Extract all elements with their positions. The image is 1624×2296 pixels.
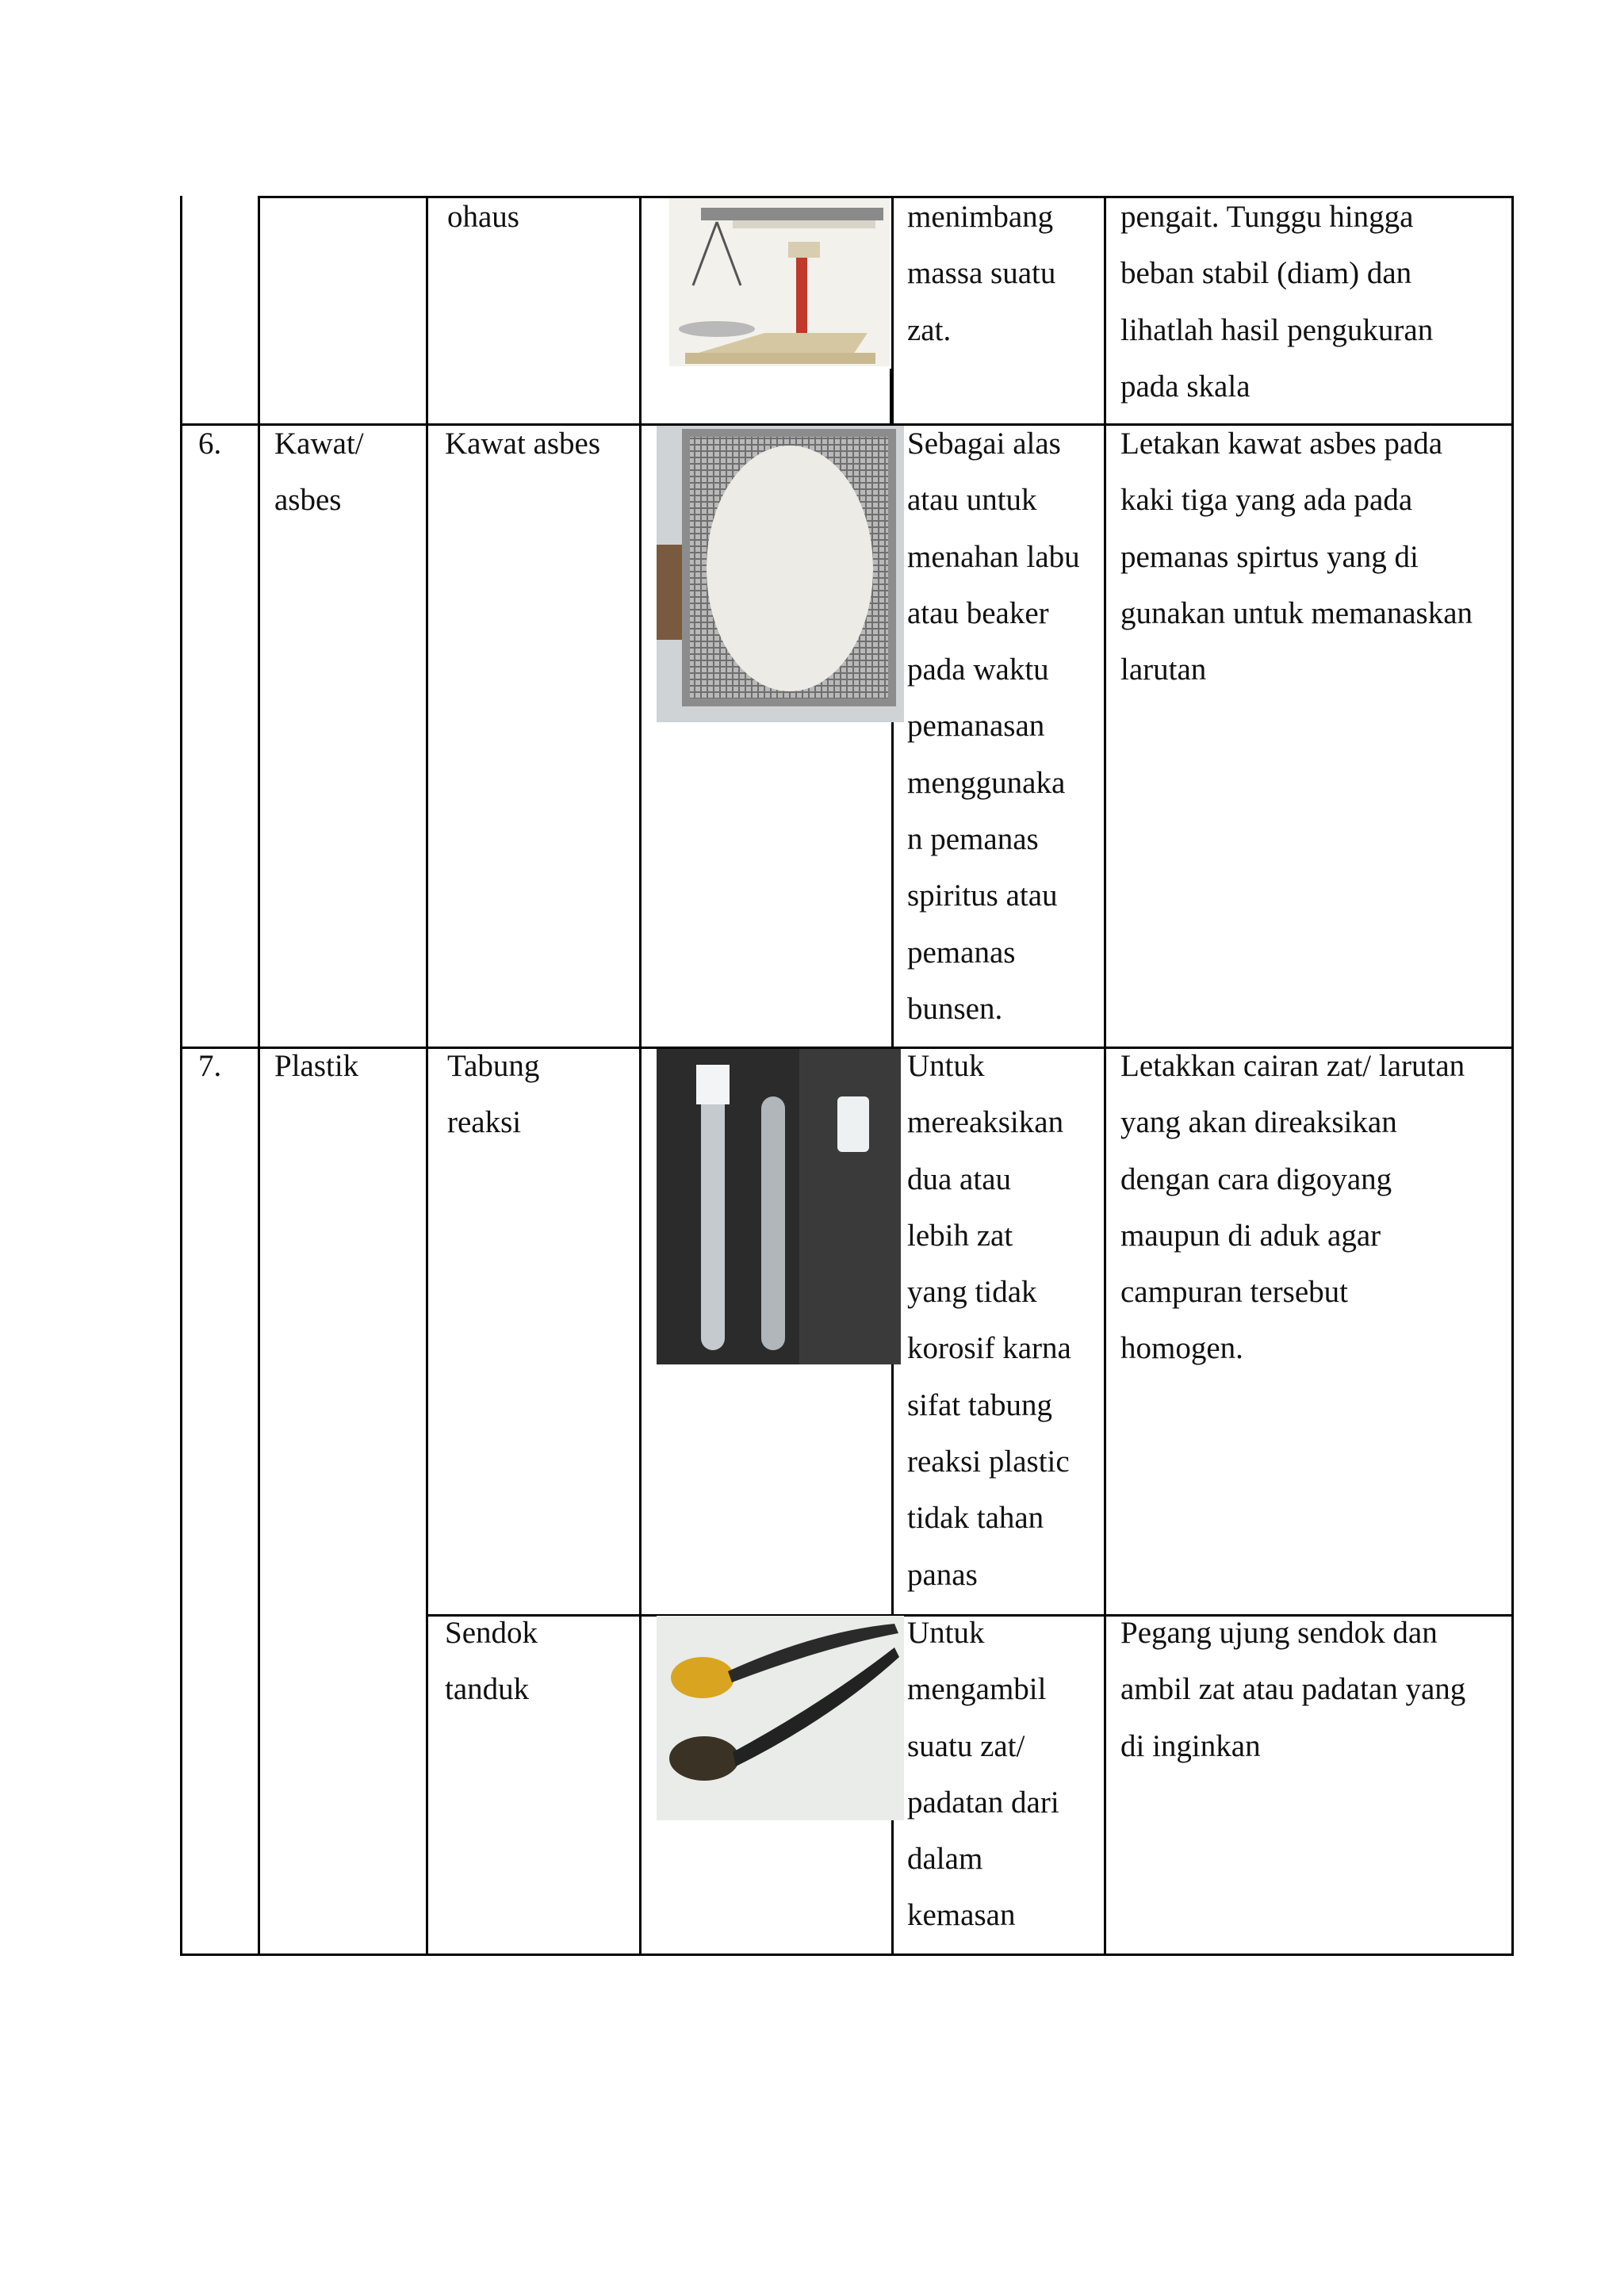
row3-usage-line: dengan cara digoyang bbox=[1120, 1161, 1392, 1196]
row2-function-line: pemanasan bbox=[907, 709, 1045, 744]
row2-function-line: Sebagai alas bbox=[907, 427, 1061, 461]
row2-material-line: Kawat/ bbox=[274, 427, 364, 461]
balance-scale-photo bbox=[669, 198, 890, 366]
row4-function-line: Untuk bbox=[907, 1616, 985, 1650]
row3-function-line: lebih zat bbox=[907, 1218, 1013, 1253]
row2-name-cell bbox=[445, 415, 600, 472]
table-divider-no bbox=[258, 196, 260, 1956]
row3-usage-cell bbox=[1120, 1038, 1465, 1377]
row2-material-cell bbox=[274, 415, 364, 529]
row2-name-line: Kawat asbes bbox=[445, 427, 601, 461]
row4-function-line: mengambil bbox=[907, 1672, 1047, 1707]
row1-usage-line: pada skala bbox=[1120, 369, 1251, 404]
row2-function-line: atau beaker bbox=[907, 595, 1049, 630]
wire-gauze-photo bbox=[657, 426, 904, 722]
row4-name-line: Sendok bbox=[445, 1616, 538, 1650]
photo-frame-line bbox=[890, 369, 892, 424]
row2-usage-line: pemanas spirtus yang di bbox=[1120, 539, 1419, 574]
row3-usage-line: Letakkan cairan zat/ larutan bbox=[1120, 1049, 1465, 1083]
row3-usage-line: homogen. bbox=[1120, 1331, 1243, 1366]
row3-function-line: Untuk bbox=[907, 1049, 985, 1083]
row4-function-line: suatu zat/ bbox=[907, 1728, 1025, 1763]
row4-name-line: tanduk bbox=[445, 1672, 530, 1707]
row4-function-line: padatan dari bbox=[907, 1785, 1059, 1820]
row3-function-line: yang tidak bbox=[907, 1275, 1037, 1310]
row3-function-line: tidak tahan bbox=[907, 1501, 1044, 1536]
row4-function-line: dalam bbox=[907, 1842, 983, 1877]
row4-usage-cell bbox=[1120, 1605, 1465, 1774]
row3-function-line: mereaksikan bbox=[907, 1105, 1064, 1140]
row1-usage-line: pengait. Tunggu hingga bbox=[1120, 200, 1414, 234]
row4-name-cell bbox=[445, 1605, 538, 1718]
row1-function-line: zat. bbox=[907, 312, 952, 347]
row3-function-cell bbox=[907, 1038, 1071, 1603]
row2-material-line: asbes bbox=[274, 483, 342, 518]
row2-number: 6. bbox=[198, 427, 222, 461]
horn-spoon-photo bbox=[657, 1616, 904, 1820]
row2-function-line: spiritus atau bbox=[907, 878, 1058, 913]
row4-usage-line: ambil zat atau padatan yang bbox=[1120, 1672, 1466, 1707]
row3-number: 7. bbox=[198, 1049, 222, 1083]
row3-function-line: korosif karna bbox=[907, 1331, 1071, 1366]
row3-function-line: sifat tabung bbox=[907, 1387, 1053, 1422]
table-divider-function bbox=[1104, 196, 1106, 1956]
row3-name-line: Tabung bbox=[447, 1049, 540, 1083]
table-divider-name bbox=[639, 196, 642, 1956]
row2-function-line: bunsen. bbox=[907, 991, 1003, 1026]
row2-function-line: n pemanas bbox=[907, 822, 1039, 857]
row2-usage-line: kaki tiga yang ada pada bbox=[1120, 483, 1413, 518]
row4-usage-line: Pegang ujung sendok dan bbox=[1120, 1616, 1438, 1650]
row2-function-cell bbox=[907, 415, 1080, 1037]
row1-usage-line: lihatlah hasil pengukuran bbox=[1120, 312, 1434, 347]
row1-function-line: massa suatu bbox=[907, 256, 1056, 291]
row3-material-cell bbox=[274, 1038, 358, 1094]
row1-usage-line: beban stabil (diam) dan bbox=[1120, 256, 1412, 291]
row3-usage-line: campuran tersebut bbox=[1120, 1275, 1348, 1310]
row4-usage-line: di inginkan bbox=[1120, 1728, 1261, 1763]
row3-function-line: panas bbox=[907, 1557, 978, 1592]
table-border-right bbox=[1511, 196, 1514, 1956]
row3-name-cell bbox=[447, 1038, 539, 1151]
row2-function-line: menahan labu bbox=[907, 539, 1080, 574]
row1-function-cell bbox=[907, 189, 1055, 358]
row2-usage-line: Letakan kawat asbes pada bbox=[1120, 427, 1443, 461]
row3-material-line: Plastik bbox=[274, 1049, 359, 1083]
row2-function-line: atau untuk bbox=[907, 483, 1037, 518]
row4-function-cell bbox=[907, 1605, 1059, 1944]
row3-function-line: dua atau bbox=[907, 1161, 1012, 1196]
row3-usage-line: maupun di aduk agar bbox=[1120, 1218, 1381, 1253]
row2-usage-line: larutan bbox=[1120, 652, 1207, 687]
row2-function-line: pada waktu bbox=[907, 652, 1049, 687]
row1-name-line: ohaus bbox=[447, 200, 519, 234]
table-border-bottom bbox=[180, 1954, 1514, 1956]
row2-usage-line: gunakan untuk memanaskan bbox=[1120, 595, 1473, 630]
row2-function-line: menggunaka bbox=[907, 765, 1066, 800]
row2-function-line: pemanas bbox=[907, 935, 1016, 970]
row3-no-cell bbox=[198, 1038, 221, 1094]
table-divider-material bbox=[426, 196, 428, 1956]
row4-function-line: kemasan bbox=[907, 1898, 1016, 1933]
row3-name-line: reaksi bbox=[447, 1105, 522, 1140]
test-tube-photo bbox=[657, 1049, 901, 1364]
row2-no-cell bbox=[198, 415, 221, 472]
row2-usage-cell bbox=[1120, 415, 1473, 698]
row1-name-cell bbox=[447, 189, 519, 245]
table-border-left bbox=[180, 196, 182, 1956]
row3-usage-line: yang akan direaksikan bbox=[1120, 1105, 1397, 1140]
row1-usage-cell bbox=[1120, 189, 1433, 415]
row1-function-line: menimbang bbox=[907, 200, 1054, 234]
row3-function-line: reaksi plastic bbox=[907, 1445, 1070, 1479]
